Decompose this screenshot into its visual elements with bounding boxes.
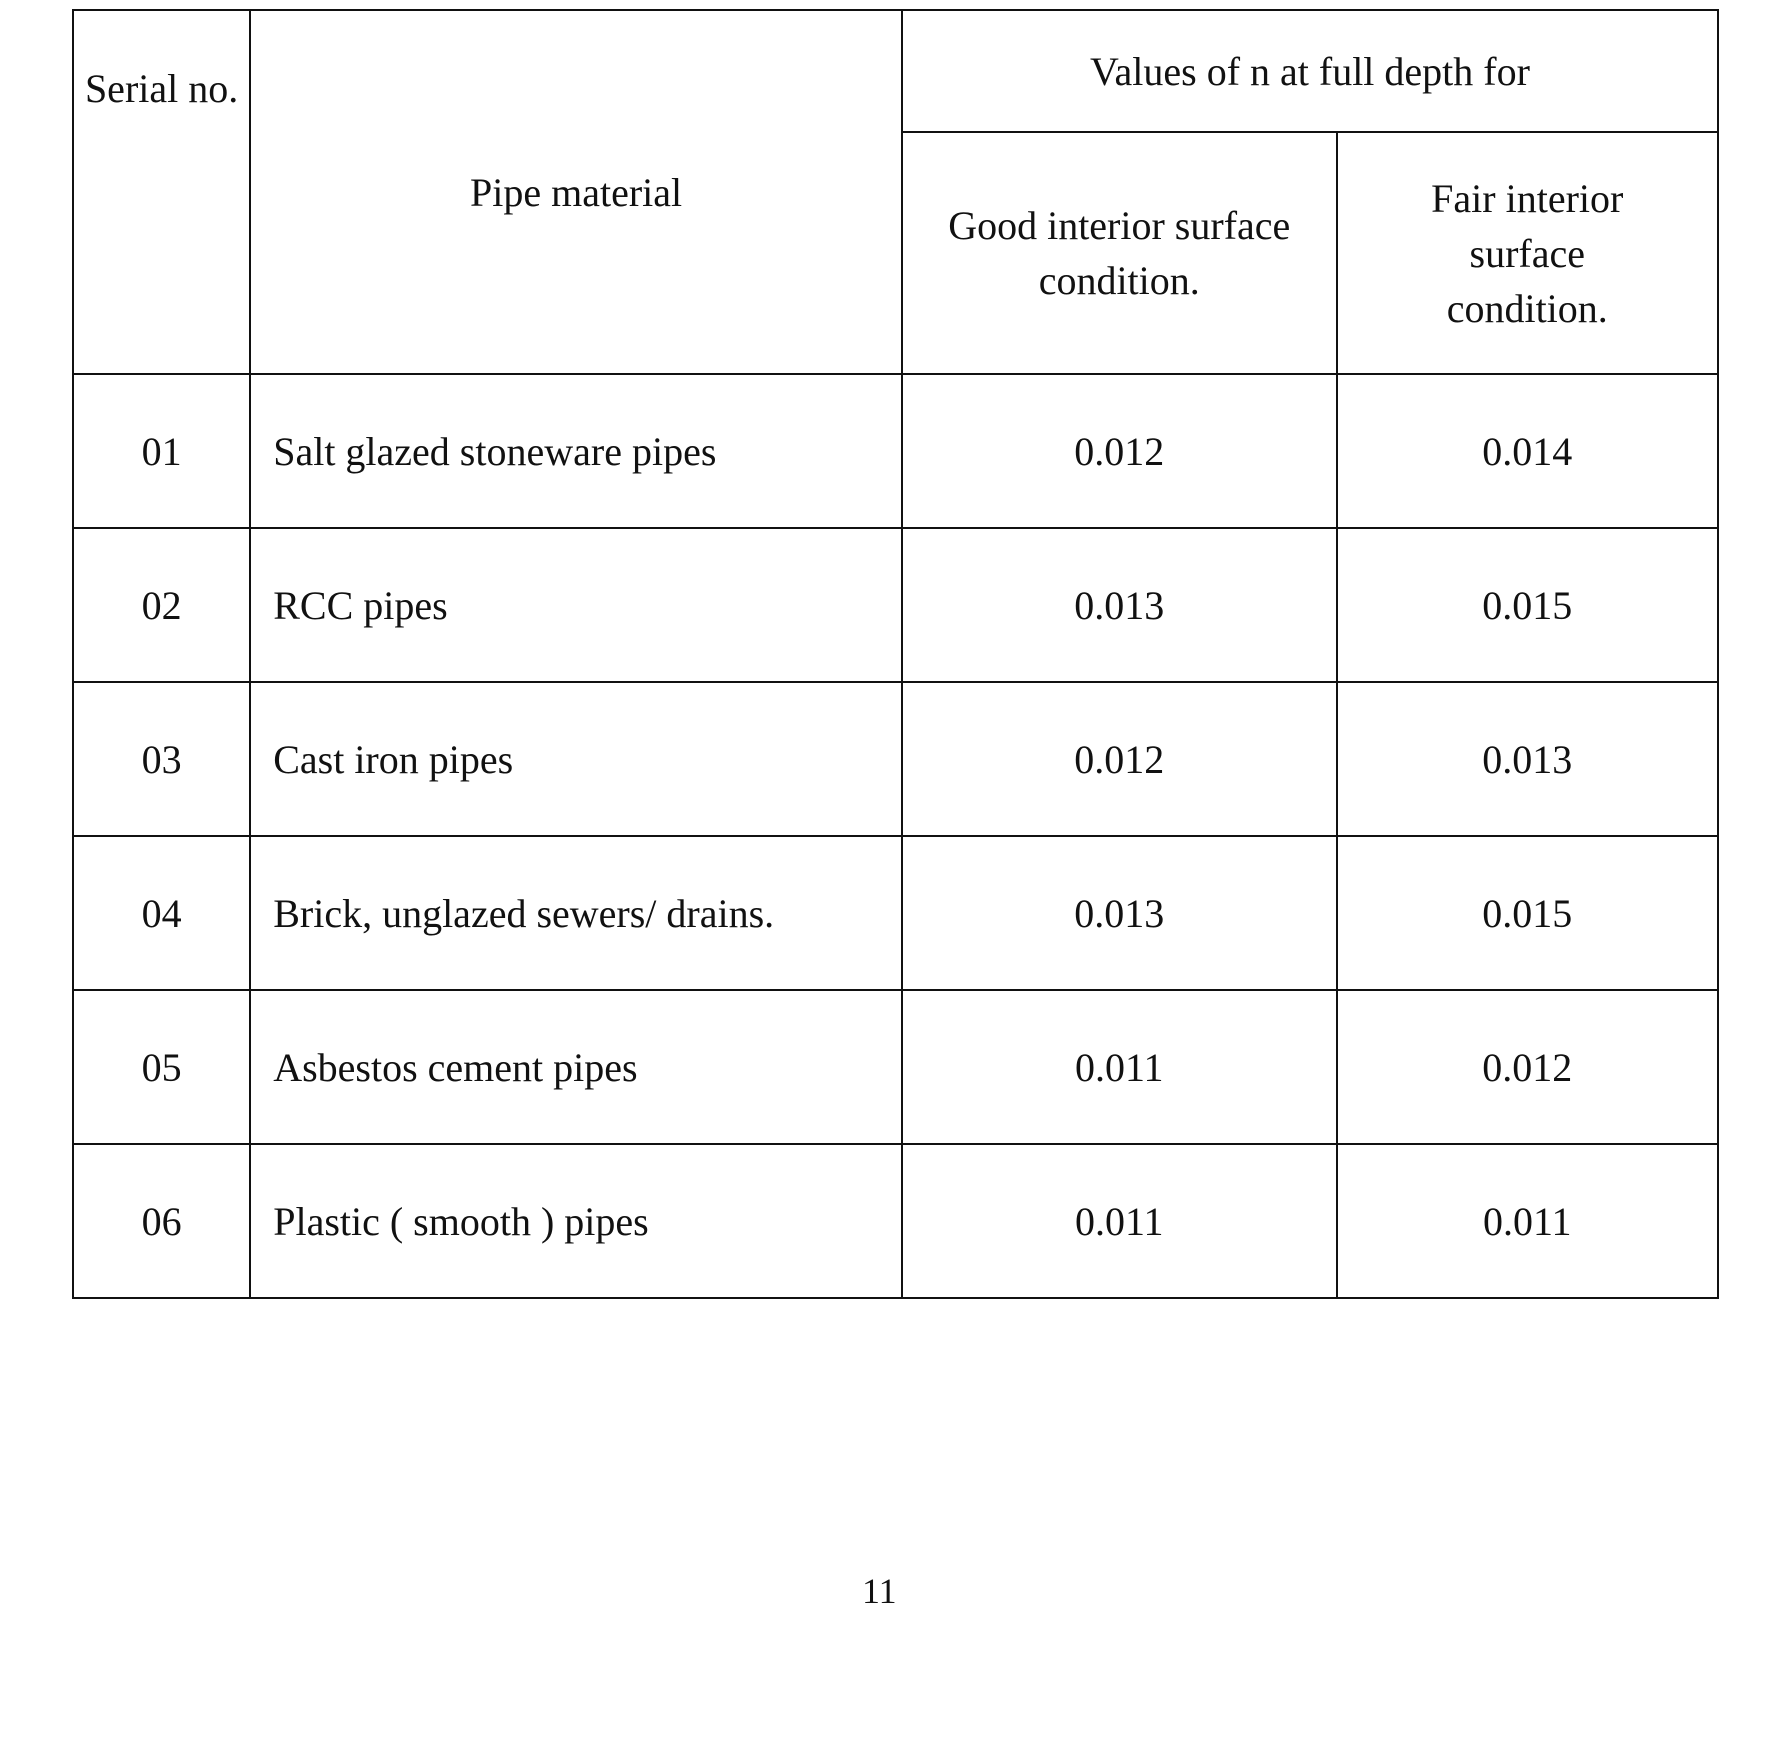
table-row (73, 836, 1718, 990)
cell-fair: 0.015 (1337, 836, 1719, 990)
page-number: 11 (862, 1571, 897, 1611)
cell-serial: 06 (73, 1144, 250, 1298)
header-material: Pipe material (250, 10, 902, 374)
cell-good: 0.012 (902, 682, 1337, 836)
cell-fair: 0.015 (1337, 528, 1719, 682)
header-good: Good interior surface condition. (902, 132, 1337, 374)
cell-serial: 02 (73, 528, 250, 682)
table-row (73, 374, 1718, 528)
cell-serial: 01 (73, 374, 250, 528)
cell-good: 0.013 (902, 836, 1337, 990)
cell-material: RCC pipes (250, 528, 902, 682)
cell-fair: 0.013 (1337, 682, 1719, 836)
cell-good: 0.011 (902, 1144, 1337, 1298)
cell-material: Cast iron pipes (250, 682, 902, 836)
header-fair: Fair interior surface condition. (1337, 132, 1719, 374)
cell-material: Asbestos cement pipes (250, 990, 902, 1144)
cell-material: Plastic ( smooth ) pipes (250, 1144, 902, 1298)
cell-material: Salt glazed stoneware pipes (250, 374, 902, 528)
manning-n-table (72, 9, 1719, 1299)
cell-good: 0.011 (902, 990, 1337, 1144)
table-row (73, 990, 1718, 1144)
cell-fair: 0.014 (1337, 374, 1719, 528)
table-row (73, 682, 1718, 836)
table-row (73, 1144, 1718, 1298)
header-values-group: Values of n at full depth for (902, 10, 1718, 132)
cell-fair: 0.012 (1337, 990, 1719, 1144)
cell-good: 0.013 (902, 528, 1337, 682)
header-serial: Serial no. (73, 10, 250, 374)
cell-serial: 03 (73, 682, 250, 836)
cell-fair: 0.011 (1337, 1144, 1719, 1298)
cell-serial: 05 (73, 990, 250, 1144)
table-row (73, 528, 1718, 682)
cell-material: Brick, unglazed sewers/ drains. (250, 836, 902, 990)
cell-good: 0.012 (902, 374, 1337, 528)
cell-serial: 04 (73, 836, 250, 990)
